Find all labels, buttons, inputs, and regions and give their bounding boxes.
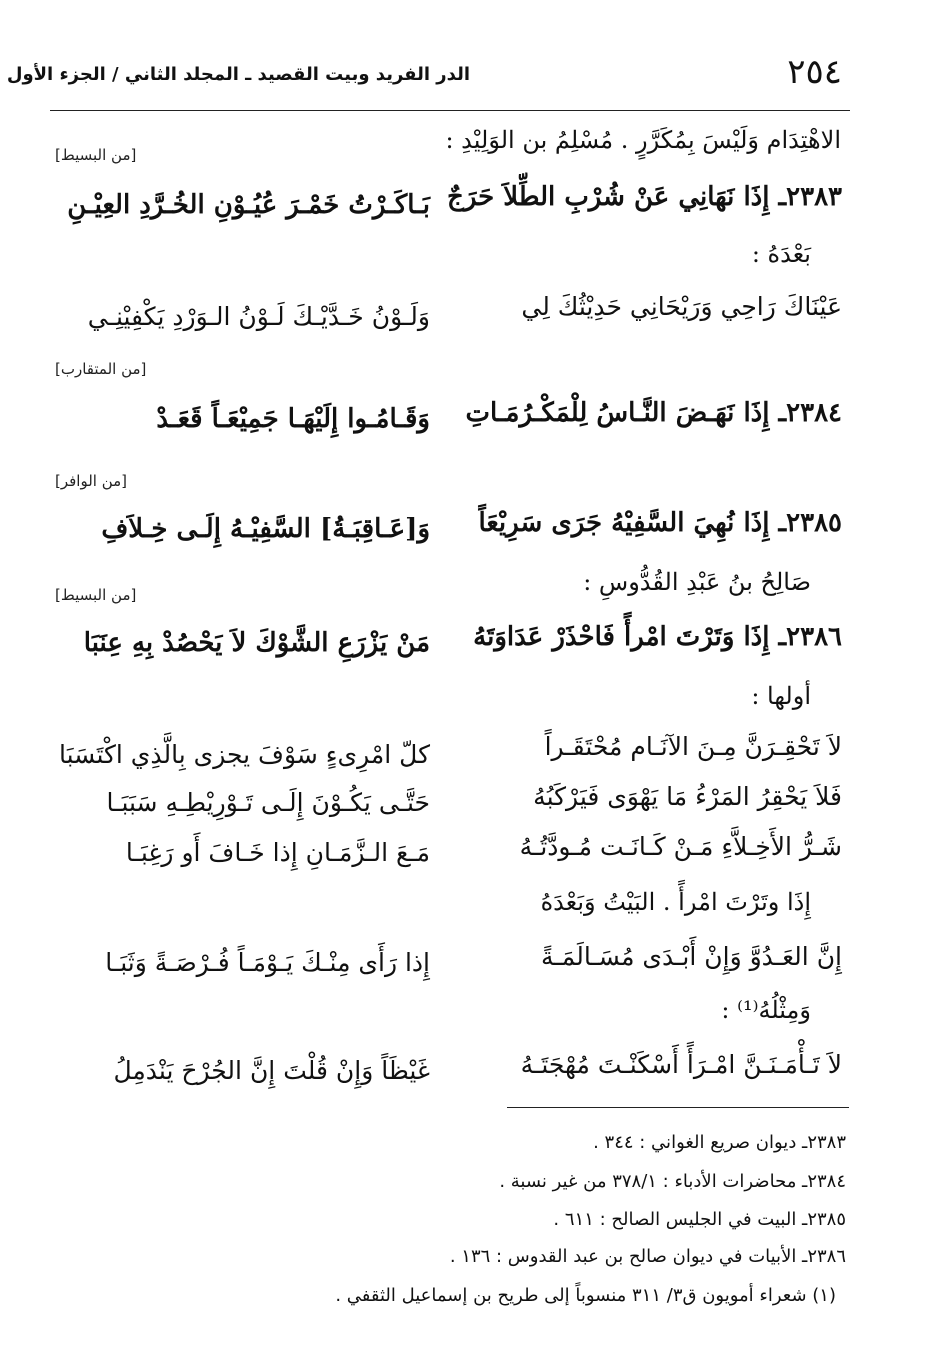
verse-second-hemistich: إِذا رَأَى مِنْـكَ يَـوْمَـاً فُـرْصَـةً وَثَبَـا — [105, 948, 430, 977]
intro-line: الاهْتِدَام وَلَيْسَ بِمُكَرَّرٍ . مُسْلِمُ بن الوَلِيْدِ : — [445, 126, 841, 154]
poet-name: صَالِحُ بنُ عَبْدِ القُدُّوسِ : — [583, 568, 811, 596]
mithluhu-label: وَمِثْلُهُ⁽¹⁾ : — [721, 996, 811, 1024]
verse-first-hemistich: شَـرُّ الأَخِـلاَّءِ مَـنْ كَـانَـت مُـودَّتُـهُ — [519, 832, 842, 861]
verse-first-hemistich: ٢٣٨٦ـ إِذَا وَتَرْتَ امْرأً فَاحْذَرْ عَدَاوَتَهُ — [473, 622, 842, 652]
verse-second-hemistich: مَـعَ الـزَّمَـانِ إِذا خَـافَ أَو رَغِبَـا — [125, 838, 430, 867]
footnote: (١) شعراء أمويون ق٣/ ٣١١ منسوباً إلى طريح بن إسماعيل الثقفي . — [335, 1285, 836, 1306]
verse-second-hemistich: وَلَـوْنُ خَـدَّيْـكَ لَـوْنُ الـوَرْدِ يَكْفِيْنِـي — [87, 302, 430, 331]
header-rule — [50, 110, 850, 111]
footnote-rule — [507, 1107, 849, 1108]
verse-second-hemistich: وَ[عَـاقِبَـةُ] السَّفِيْـهُ إِلَـى خِـلاَفِ — [101, 514, 430, 544]
footnote: ٢٣٨٦ـ الأبيات في ديوان صالح بن عبد القدوس : ١٣٦ . — [449, 1246, 846, 1267]
verse-first-hemistich: ٢٣٨٤ـ إِذَا نَهَـضَ النَّـاسُ لِلْمَكْـرُمَـاتِ — [465, 398, 842, 428]
awaluha-label: أولها : — [751, 682, 811, 710]
page-number: ٢٥٤ — [787, 52, 842, 92]
meter-label: [من البسيط] — [55, 146, 137, 164]
footnote: ٢٣٨٤ـ محاضرات الأدباء : ٣٧٨/١ من غير نسبة . — [499, 1171, 846, 1192]
verse-first-hemistich: إِنَّ العَـدُوَّ وَإِنْ أَبْـدَى مُسَـالَمَـةً — [541, 942, 842, 971]
meter-label: [من المتقارب] — [55, 360, 147, 378]
footnote: ٢٣٨٥ـ البيت في الجليس الصالح : ٦١١ . — [553, 1209, 846, 1230]
verse-first-hemistich: ٢٣٨٥ـ إِذَا نُهِيَ السَّفِيْهُ جَرَى سَرِيْعَاً — [478, 508, 842, 538]
verse-second-hemistich: بَـاكَـرْتُ خَمْـرَ عُيُـوْنِ الخُـرَّدِ العِيْـنِ — [67, 190, 430, 220]
verse-first-hemistich: عَيْنَاكَ رَاحِي وَرَيْحَانِي حَدِيْثُكَ لِي — [521, 292, 842, 321]
running-title: الدر الفريد وبيت القصيد ـ المجلد الثاني / الجزء الأول — [6, 64, 470, 85]
verse-first-hemistich: لاَ تَحْقِـرَنَّ مِـنَ الآنَـام مُحْتَقَـراً — [544, 732, 842, 761]
verse-second-hemistich: غَيْظَاً وَإِنْ قُلْتَ إِنَّ الجُرْحَ يَنْدَمِلُ — [113, 1056, 430, 1085]
verse-second-hemistich: حَتَّـى يَكُـوْنَ إِلَـى تَـوْرِيْطِـهِ سَبَبَـا — [106, 788, 430, 817]
verse-first-hemistich: ٢٣٨٣ـ إِذَا نَهَانِي عَنْ شُرْبِ الطِّلاَ حَرَجٌ — [447, 182, 842, 212]
meter-label: [من الوافر] — [55, 472, 128, 490]
verse-second-hemistich: وَقَـامُـوا إِلَيْهَـا جَمِيْعَـاً قَعَـدْ — [156, 404, 430, 434]
meter-label: [من البسيط] — [55, 586, 137, 604]
footnote: ٢٣٨٣ـ ديوان صريع الغواني : ٣٤٤ . — [593, 1132, 846, 1153]
verse-second-hemistich: كلّ امْرِىءٍ سَوْفَ يجزى بِالَّذِي اكْتَسَبَا — [59, 740, 430, 769]
after-label: بَعْدَهُ : — [751, 240, 811, 268]
verse-first-hemistich: فَلاَ يَحْقِرُ المَرْءُ مَا يَهْوَى فَيَرْكَبُهُ — [533, 782, 842, 811]
bayt-line: إِذَا وتَرْتَ امْرأً . البَيْتُ وَبَعْدَهُ — [540, 888, 811, 916]
verse-second-hemistich: مَنْ يَزْرَعِ الشَّوْكَ لاَ يَحْصُدْ بِهِ عِنَبَا — [83, 628, 430, 658]
verse-first-hemistich: لاَ تَـأْمَـنَـنَّ امْـرَأً أَسْكَنْـتَ مُهْجَتَـهُ — [520, 1050, 842, 1079]
